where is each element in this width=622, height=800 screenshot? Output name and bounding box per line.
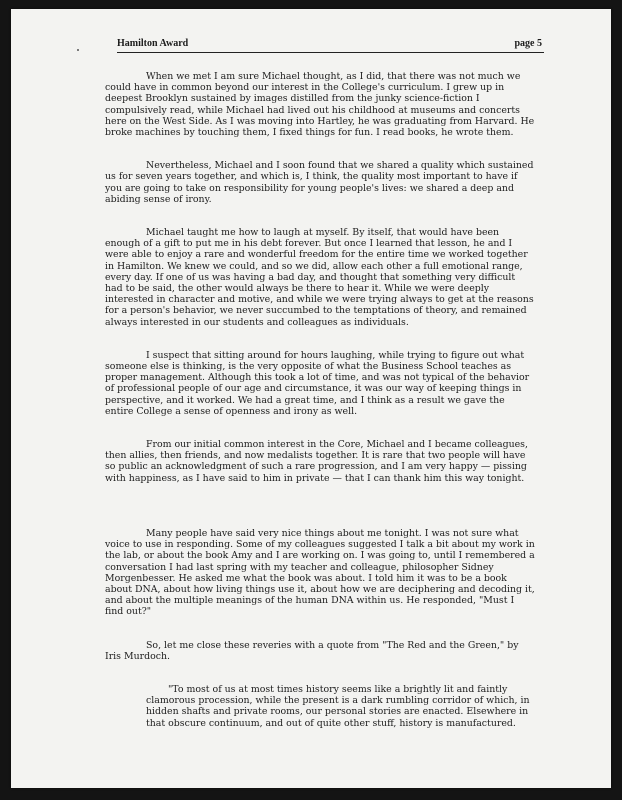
paragraph-3: Michael taught me how to laugh at myself. By itself, that would have been enough of a gift to put me in his debt forever. But once I learned that lesson, he and I were able to enjoy a rare and wonderful freedom for the entire time we worked together in Hamilton. We knew we could, and so we did, allow each other a full emotional range, every day. If one of us was having a bad day, and thought that something very difficult had to be said, the other would always be there to hear it. While we were deeply interested in character and motive, and while we were trying always to get at the reasons for a person's behavior, we never succumbed to the temptations of theory, and remained always interested in our students and colleagues as individuals. [105, 227, 534, 328]
speck [77, 49, 79, 51]
header-title: Hamilton Award [117, 38, 189, 49]
paragraph-2: Nevertheless, Michael and I soon found that we shared a quality which sustained us for seven years together, and which is, I think, the quality most important to have if you are going to take on responsibility for young people's lives: we shared a deep and abiding sense of irony. [105, 160, 534, 205]
paragraph-6: Many people have said very nice things about me tonight. I was not sure what voice to use in responding. Some of my colleagues suggested I talk a bit about my work in the lab, or about the book Amy and I are working on. I was going to, until I remembered a conversation I had last spring with my teacher and colleague, philosopher Sidney Morgenbesser. He asked me what the book was about. I told him it was to be a book about DNA, about how living things use it, about how we are deciphering and decoding it, and about the multiple meanings of the human DNA within us. He responded, "Must I find out?" [105, 527, 535, 618]
page-header [117, 37, 544, 53]
document-body [105, 71, 535, 729]
paragraph-5: From our initial common interest in the Core, Michael and I became colleagues, then allies, then friends, and now medalists together. It is rare that two people will have so public an acknowledgment of such a rare progression, and I am very happy — pissing with happiness, as I have said to him in private — that I can thank him this way tonight. [105, 439, 528, 484]
paragraph-4: I suspect that sitting around for hours laughing, while trying to figure out what someone else is thinking, is the very opposite of what the Business School teaches as proper management. Although this took a lot of time, and was not typical of the behavior of professional people of our age and circumstance, it was our way of keeping things in perspective, and it worked. We had a great time, and I think as a result we gave the entire College a sense of openness and irony as well. [105, 349, 530, 417]
paragraph-1: When we met I am sure Michael thought, as I did, that there was not much we could have in common beyond our interest in the College's curriculum. I grew up in deepest Brooklyn sustained by images distilled from the junky science-fiction I compulsively read, while Michael had lived out his childhood at museums and concerts here on the West Side. As I was moving into Hartley, he was graduating from Harvard. He broke machines by touching them, I fixed things for fun. I read books, he wrote them. [105, 71, 535, 139]
quotation: "To most of us at most times history seems like a brightly lit and faintly clamorous procession, while the present is a dark rumbling corridor of which, in hidden shafts and private rooms, our personal stories are enacted. Elsewhere in that obscure continuum, and out of quite other stuff, history is manufactured. [146, 683, 530, 729]
paragraph-7: So, let me close these reveries with a quote from "The Red and the Green," by Iris Murdoch. [105, 639, 519, 662]
page-number: page 5 [514, 38, 542, 49]
